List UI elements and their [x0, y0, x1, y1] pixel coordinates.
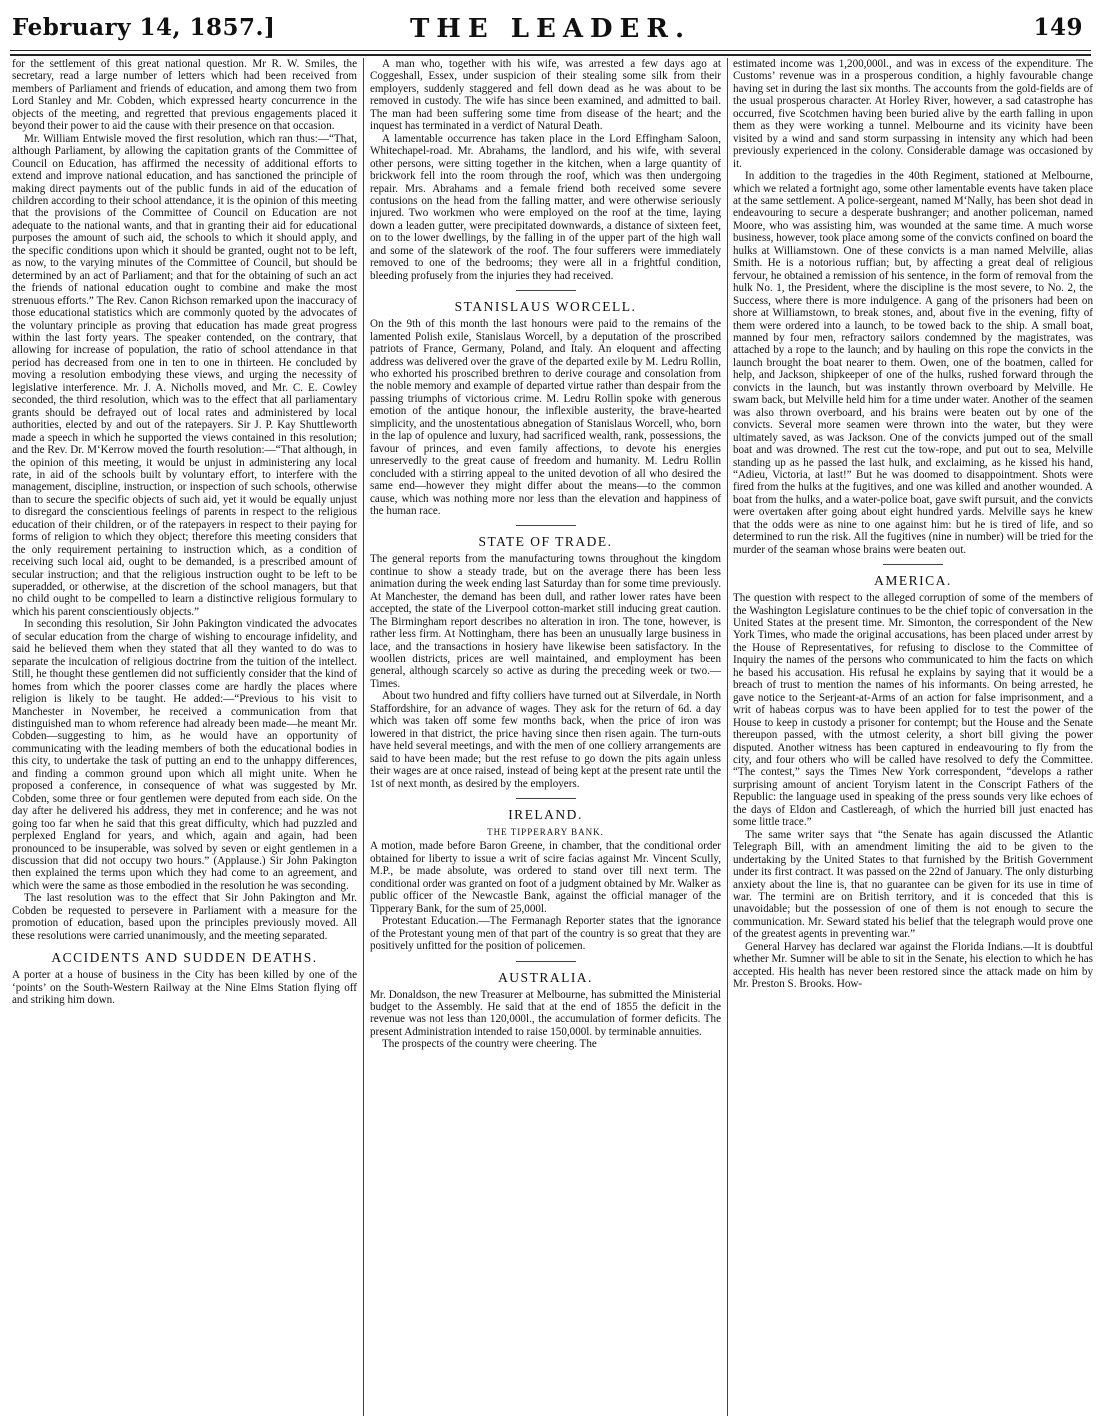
article-paragraph: The last resolution was to the effect that Sir John Pakington and Mr. Cobden be requested to persevere in Parliament with a measure for the promotion of education, based upon the principles previously moved. All these resolutions were carried unanimously, and the meeting separated. — [12, 892, 357, 942]
column-1 — [12, 58, 357, 1418]
article-paragraph: In addition to the tragedies in the 40th Regiment, stationed at Melbourne, which we related a fortnight ago, some other lamentable events have taken place at the same settlement. A police-sergeant, named M‘Nally, has been shot dead in endeavouring to secure a desperate bushranger; and another policeman, named Moore, who was assisting him, was wounded at the same time. A much worse business, however, took place among some of the convicts confined on board the hulks at Williamstown. One of these convicts is a man named Melville, alias Smith. He is a notorious ruffian; but, by affecting a great deal of religious fervour, he obtained a remission of his sentence, in the form of removal from the hulk No. 1, the President, where the discipline is the most severe, to No. 2, the Success, where there is more indulgence. A gang of the prisoners had been on shore at Williamstown, to break stones, and, about five in the evening, fifty of them were ordered into a launch, to be towed back to the ship. A small boat, manned by four men, refractory sailors condemned by the magistrates, was attached by a rope to the launch; and by hauling on this rope the convicts in the launch brought the boat nearer to them. Owen, one of the boatmen, called for help, and Jackson, shipkeeper of one of the hulks, rushed forward through the convicts in the launch, but was instantly thrown overboard by Melville. He swam back, but Melville held him for a time under water. Another of the seamen was also thrown overboard, and his brains were beaten out by one of the convicts. Several more seamen were thrown into the water, but they were ultimately saved, as was Jackson. One of the convicts jumped out of the small boat and was drowned. The rest cut the tow-rope, and put out to sea, Melville standing up as he passed the last hulk, and exclaiming, as he kissed his hand, “Adieu, Victoria, at last!” But he was doomed to disappointment. Shots were fired from the hulks at the fugitives, and one was killed and another wounded. A boat from the hulks, and a water-police boat, gave swift pursuit, and the convicts were overtaken after going about eight hundred yards. Melville says he knew that the odds were as nine to one against him: but he is tired of life, and so determined to run the risk. All the fugitives (nine in number) will be tried for the murder of the seaman whose brains were beaten out. — [733, 170, 1093, 556]
column-2 — [370, 58, 721, 1418]
article-paragraph: estimated income was 1,200,000l., and was in excess of the expenditure. The Customs’ revenue was in a prosperous condition, a highly favourable change having set in during the last six months. The accounts from the gold-fields are of the usual prosperous character. At Horley River, however, a sad catastrophe has occurred, five Scotchmen having been buried alive by the earth falling in upon them as they were working a tunnel. Melbourne and its vicinity have been visited by a wind and sand storm surpassing in intensity any which had been previously experienced in the colony. Considerable damage was occasioned by it. — [733, 58, 1093, 170]
section-heading-stanislaus-worcell: STANISLAUS WORCELL. — [454, 299, 637, 315]
newspaper-title: THE LEADER. — [409, 14, 692, 44]
masthead-double-rule — [10, 54, 1091, 56]
column-3 — [733, 58, 1093, 1418]
column-divider — [363, 58, 364, 1416]
issue-date: February 14, 1857.] — [12, 14, 276, 41]
article-paragraph: Mr. Donaldson, the new Treasurer at Melbourne, has submitted the Ministerial budget to the Assembly. He said that at the end of 1855 the deficit in the revenue was not less than 120,000l., the accumulation of former deficits. The present Administration intended to raise 150,000l. by terminable annuities. — [370, 988, 721, 1038]
article-paragraph: The prospects of the country were cheering. The — [382, 1038, 597, 1051]
article-paragraph: Mr. William Entwisle moved the first resolution, which ran thus:—“That, although Parliament, by allowing the capitation grants of the Committee of Council on Education, has affirmed the necessity of additional efforts to extend and improve national education, and has sanctioned the principle of making direct payments out of the public funds in aid of the education of children according to their school attendance, it is the opinion of this meeting that the provisions of the Committee of Council on Education are not adequate to the national wants, and that in granting their aid for educational purposes the amount of such aid, the schools to which it should apply, and the specific conditions upon which it should be granted, ought not to be left, as now, to the varying minutes of the Committee of Council, but should be determined by an act of Parliament; and that for the obtaining of such an act the friends of national education ought to combine and make the most strenuous efforts.” The Rev. Canon Richson remarked upon the inaccuracy of those educational statistics which are commonly quoted by the advocates of the voluntary principle as proving that education has made great progress within the last forty years. The speaker contended, on the contrary, that allowing for increase of population, the ratio of school attendance in that period has decreased from one in ten to one in thirteen. He concluded by moving a resolution embodying these views, and urging the necessity of legislative interference. Mr. J. A. Nicholls moved, and Mr. C. E. Cowley seconded, the third resolution, which was to the effect that all parliamentary grants should be defrayed out of local rates and administered by local authorities, elected by and out of the ratepayers. Sir J. P. Kay Shuttleworth made a speech in which he supported the views contained in this resolution; and the Rev. Dr. M‘Kerrow moved the fourth resolution:—“That although, in the opinion of this meeting, it would be unjust in administering any local rate, in aid of the schools built by voluntary effort, to interfere with the management, discipline, instruction, or inspection of such schools, otherwise than to secure the specific objects of such aid, yet it would be equally unjust to disregard the conscientious feelings of parents in respect to the religious education of their children, or of the ratepayers in respect to their paying for forms of religion to which they object; therefore this meeting considers that the only requirement pertaining to instruction which, as a condition of receiving such local aid, ought to be demanded, is a prescribed amount of secular instruction; and that the religious instruction ought to be left to be superadded, or otherwise, at the discretion of the school managers, but that no child ought to be compelled to learn a distinctive religious formulary to which his parent conscientiously objects.” — [12, 132, 357, 618]
section-separator — [516, 961, 576, 962]
section-heading-ireland: IRELAND. — [508, 807, 583, 823]
article-paragraph: A lamentable occurrence has taken place in the Lord Effingham Saloon, Whitechapel-road. Mr. Abrahams, the landlord, and his wife, with several other persons, were sitting together in the kitchen, when a large quantity of brickwork fell into the room through the roof, which was then undergoing repair. Mrs. Abrahams and a female friend both received some severe contusions on the head from the falling matter, and were otherwise seriously injured. Two workmen who were employed on the roof at the time, laying down a leaden gutter, were precipitated downwards, a distance of sixteen feet, on to the lower dwellings, by the falling in of the upper part of the high wall and some of the slatework of the roof. The four sufferers were immediately removed to one of the bedrooms; they were all in a frightful condition, bleeding profusely from the injuries they had received. — [370, 132, 721, 282]
section-separator — [516, 290, 576, 291]
section-heading-america: AMERICA. — [874, 573, 952, 589]
section-separator — [516, 798, 576, 799]
section-separator — [883, 564, 943, 565]
section-heading-australia: AUSTRALIA. — [498, 969, 593, 985]
article-paragraph: Protestant Education.—The Fermanagh Reporter states that the ignorance of the Protestant young men of that part of the country is so great that they are positively unfitted for the position of policemen. — [370, 915, 721, 953]
section-separator — [516, 525, 576, 526]
article-paragraph: A man who, together with his wife, was arrested a few days ago at Coggeshall, Essex, under suspicion of their stealing some silk from their employers, suddenly staggered and fell down dead as he was about to be removed in custody. The wife has since been examined, and admitted to bail. The man had been suffering some time from disease of the heart; and the inquest has terminated in a verdict of Natural Death. — [370, 58, 721, 133]
section-heading-accidents: ACCIDENTS AND SUDDEN DEATHS. — [51, 950, 318, 966]
article-paragraph: A porter at a house of business in the City has been killed by one of the ‘points’ on the South-Western Railway at the Nine Elms Station flying off and striking him down. — [12, 969, 357, 1007]
article-paragraph: The general reports from the manufacturing towns throughout the kingdom continue to show a steady trade, but on the average there has been less animation during the week ending last Saturday than for some time previously. At Manchester, the demand has been dull, and rather lower rates have been accepted, the state of the Liverpool cotton-market still inducing great caution. The Birmingham report describes no alteration in iron. The tone, however, is rather less firm. At Nottingham, there has been an unusually large business in lace, and the transactions in hosiery have likewise been satisfactory. In the woollen districts, prices are well maintained, and employment has been general, although scarcely so active as during the preceding week or two.—Times. — [370, 553, 721, 690]
masthead — [0, 0, 1101, 64]
subheading-tipperary-bank: THE TIPPERARY BANK. — [487, 827, 604, 838]
masthead-rule — [10, 50, 1091, 51]
column-divider — [727, 58, 728, 1416]
article-paragraph: A motion, made before Baron Greene, in chamber, that the conditional order obtained for liberty to issue a writ of scire facias against Mr. Vincent Scully, M.P., be made absolute, was ordered to stand over till next term. The conditional order was granted on foot of a judgment obtained by Mr. Walker as public officer of the Newcastle Bank, against the official manager of the Tipperary Bank, for the sum of 25,000l. — [370, 840, 721, 915]
article-paragraph: In seconding this resolution, Sir John Pakington vindicated the advocates of secular education from the charge of wishing to encourage infidelity, and said he believed them when they stated that all they wanted to do was to separate the inculcation of religious doctrine from the tuition of the intellect. Still, he thought these gentlemen did not sufficiently consider that the kind of homes from which the poorer classes come are hardly the places where religion is likely to be taught. He added:—“Previous to his visit to Manchester in November, he received a communication from that distinguished man to whom reference had already been made—he meant Mr. Cobden—suggesting to him, as he would have an opportunity of communicating with the leading members of both the educational bodies in this city, to undertake the task of putting an end to the unhappy differences, and finding a common ground upon which all might unite. When he proposed a conference, in consequence of what was suggested by Mr. Cobden, some three or four gentlemen were deputed from each side. On the day after he delivered his address, they met in conference; and he was not going too far when he said that this great difficulty, which had puzzled and perplexed England for years, and which, again and again, had been pronounced to be insuperable, was solved by seven or eight gentlemen in a discussion that did not occupy two hours.” (Applause.) Sir John Pakington then explained the terms upon which they had come to an agreement, and which were the same as those embodied in the resolution he was seconding. — [12, 618, 357, 892]
article-paragraph: General Harvey has declared war against the Florida Indians.—It is doubtful whether Mr. Sumner will be able to sit in the Senate, his election to which he has accepted. His health has never been restored since the attack made on him by Mr. Preston S. Brooks. How- — [733, 940, 1093, 991]
article-paragraph: for the settlement of this great national question. Mr R. W. Smiles, the secretary, read a large number of letters which had been received from members of Parliament and friends of education, and among them two from Lord Stanley and Mr. Cobden, which expressed hearty concurrence in the objects of the meeting, and regretted that previous engagements placed it beyond their power to aid the cause with their presence on that occasion. — [12, 58, 357, 133]
article-paragraph: The question with respect to the alleged corruption of some of the members of the Washington Legislature continues to be the chief topic of conversation in the United States at the present time. Mr. Simonton, the correspondent of the New York Times, who made the original accusations, has been placed under arrest by the House of Representatives, for refusing to disclose to the Committee of Inquiry the names of the persons who communicated to him the facts on which he based his accusation. His refusal he explains by saying that it would be a breach of trust to mention the names of his informants. On being arrested, he gave notice to the Serjeant-at-Arms of an action for false imprisonment, and a writ of habeas corpus was to have been applied for to test the power of the House to keep in custody a prisoner for contempt; but the House and the Senate thereupon passed, with the utmost celerity, a short bill giving the power disputed. Another witness has been captured in endeavouring to fly from the city, and four others who will be called have resolved to defy the Committee. “The contest,” says the Times New York correspondent, “develops a rather surprising amount of ancient Toryism latent in the Conscript Fathers of the Republic: the language used in speaking of the press sounds very like echoes of the days of Eldon and Castlereagh, of which the hurried bill just enacted has some little trace.” — [733, 592, 1093, 829]
article-paragraph: On the 9th of this month the last honours were paid to the remains of the lamented Polish exile, Stanislaus Worcell, by a deputation of the proscribed patriots of France, Germany, Poland, and Italy. An eloquent and affecting address was delivered over the grave of the departed exile by M. Ledru Rollin, who exhorted his proscribed brethren to derive courage and consolation from the noble memory and example of departed virtue rather than despair from the passing triumphs of victorious crime. M. Ledru Rollin spoke with generous emotion of the antique honour, the inflexible austerity, the brave-hearted simplicity, and the unostentatious abnegation of Stanislaus Worcell, who, born in the lap of opulence and luxury, had sacrificed wealth, rank, possessions, the favour of princes, and even family affections, to devote his energies unreservedly to the great cause of freedom and humanity. M. Ledru Rollin concluded with a stirring appeal to the united devotion of all who desired the same end—however they might differ about the means—to the common cause, which was nothing more nor less than the elevation and happiness of the human race. — [370, 318, 721, 517]
article-paragraph: The same writer says that “the Senate has again discussed the Atlantic Telegraph Bill, with an amendment limiting the aid to be given to the undertaking by the United States to that furnished by the British Government under its first contract. It was passed on the 22nd of January. The only disturbing anxiety about the line is, that no guarantee can be given for its use in time of war. The termini are on British territory, and it is conceded that this is unavoidable; but the possession of one of them is not enough to secure the communication. Mr. Seward stated his belief that the telegraph would prove one of the greatest agents in preventing war.” — [733, 828, 1093, 941]
section-heading-state-of-trade: STATE OF TRADE. — [478, 534, 613, 550]
page-number: 149 — [1033, 14, 1083, 41]
article-paragraph: About two hundred and fifty colliers have turned out at Silverdale, in North Staffordshire, for an advance of wages. They ask for the return of 6d. a day which was taken off some few months back, when the price of iron was lowered in that district, the price having since then risen again. The turn-outs have held several meetings, and with the men of one colliery arrangements are said to have been made; but the rest refuse to go down the pits again unless their wages are at once raised, instead of being kept at the present rate until the 1st of next month, as desired by the employers. — [370, 690, 721, 790]
